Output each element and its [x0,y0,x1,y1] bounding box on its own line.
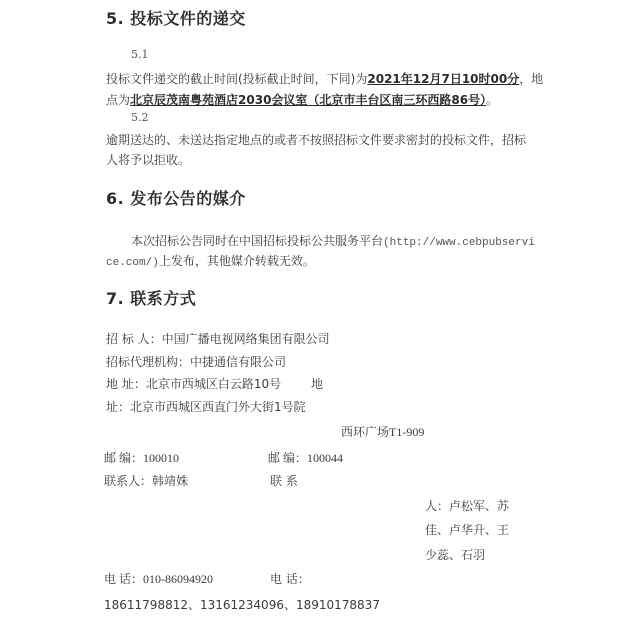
media-text-a: 本次招标公告同时在中国招标投标公共服务平台 [131,234,384,248]
clause-5-1-text-d: 。 [486,93,499,107]
tenderer: 招 标 人：中国广播电视网络集团有限公司 [106,332,330,346]
clause-5-2-line-1: 逾期送达的、未送达指定地点的或者不按照招标文件要求密封的投标文件，招标 [106,133,527,147]
media-line-1 [131,232,535,249]
bid-deadline: 2021年12月7日10时00分 [367,72,520,86]
clause-5-1-text-b: ，地 [519,72,544,86]
agency: 招标代理机构：中捷通信有限公司 [106,355,287,369]
agency-phone-numbers: 18611798812、13161234096、18910178837 [104,598,380,612]
section-6-heading: 6. 发布公告的媒介 [106,189,246,208]
agency-address-label: 地 [311,377,324,391]
platform-url-part-2: ce.com/) [106,257,159,269]
clause-5-1-line-1 [106,70,543,87]
tenderer-postcode: 邮 编：100010 [104,451,180,465]
agency-contact-3: 少蕊、石羽 [425,548,486,562]
agency-address: 址：北京市西城区西直门外大街1号院 [106,400,306,414]
agency-contact-label: 联 系 [270,474,298,488]
tenderer-contact: 联系人：韩靖姝 [104,474,189,488]
agency-phone-label: 电 话： [270,572,310,586]
media-line-2 [106,252,315,269]
bid-location: 北京辰茂南粤苑酒店2030会议室（北京市丰台区南三环西路86号） [130,93,487,107]
tenderer-phone: 电 话：010-86094920 [104,572,213,586]
agency-postcode: 邮 编：100044 [268,451,344,465]
platform-url-part-1: (http://www.cebpubservi [383,237,535,249]
media-text-b: 上发布，其他媒介转载无效。 [158,254,315,268]
clause-5-1-line-2 [106,91,498,108]
tenderer-address: 地 址：北京市西城区白云路10号 [106,377,282,391]
agency-contact-2: 佳、卢华升、王 [425,523,510,537]
clause-5-1-text-a: 投标文件递交的截止时间(投标截止时间，下同)为 [106,72,368,86]
clause-5-1-text-c: 点为 [106,93,131,107]
clause-5-2-line-2: 人将予以拒收。 [106,153,191,167]
section-5-heading: 5. 投标文件的递交 [106,9,246,28]
agency-address-continued: 西环广场T1-909 [341,425,425,439]
section-7-heading: 7. 联系方式 [106,289,197,308]
agency-contact-1: 人：卢松军、苏 [425,499,510,513]
clause-5-2-number: 5.2 [131,111,149,124]
clause-5-1-number: 5.1 [131,48,149,61]
